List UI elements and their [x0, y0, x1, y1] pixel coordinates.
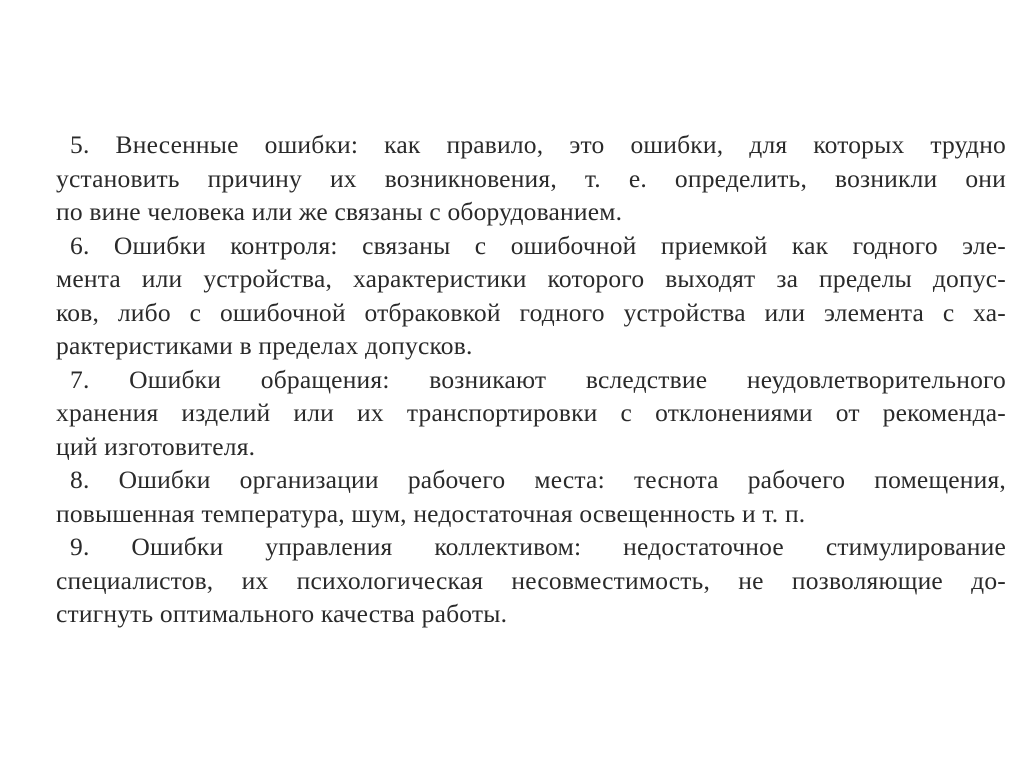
paragraph-5 [56, 128, 1006, 229]
text-line: 6. Ошибки контроля: связаны с ошибочной приемкой как годного эле- [70, 230, 1006, 260]
paragraph-6 [56, 229, 1006, 363]
paragraph-7 [56, 363, 1006, 464]
text-line: 8. Ошибки организации рабочего места: теснота рабочего помещения, [70, 465, 1006, 494]
paragraph-9 [56, 530, 1006, 631]
text-line: повышенная температура, шум, недостаточная освещенность и т. п. [56, 498, 806, 528]
text-line: стигнуть оптимального качества работы. [56, 599, 508, 628]
text-line: хранения изделий или их транспортировки с отклонениями от рекоменда- [56, 398, 1006, 427]
text-line: рактеристиками в пределах допусков. [56, 331, 473, 360]
text-line: ков, либо с ошибочной отбраковкой годного устройства или элемента с ха- [56, 297, 1006, 327]
text-line: установить причину их возникновения, т. е. определить, возникли они [56, 163, 1006, 193]
text-line: 7. Ошибки обращения: возникают вследствие неудовлетворительного [70, 364, 1006, 394]
paragraph-8 [56, 463, 1006, 530]
text-line: по вине человека или же связаны с оборудованием. [56, 197, 623, 226]
text-line: ций изготовителя. [56, 431, 256, 461]
text-line: специалистов, их психологическая несовместимость, не позволяющие до- [56, 565, 1006, 595]
document-text [56, 128, 1006, 631]
text-line: 9. Ошибки управления коллективом: недостаточное стимулирование [70, 532, 1006, 561]
text-line: мента или устройства, характеристики которого выходят за пределы допус- [56, 264, 1006, 293]
text-line: 5. Внесенные ошибки: как правило, это ошибки, для которых трудно [70, 130, 1006, 159]
